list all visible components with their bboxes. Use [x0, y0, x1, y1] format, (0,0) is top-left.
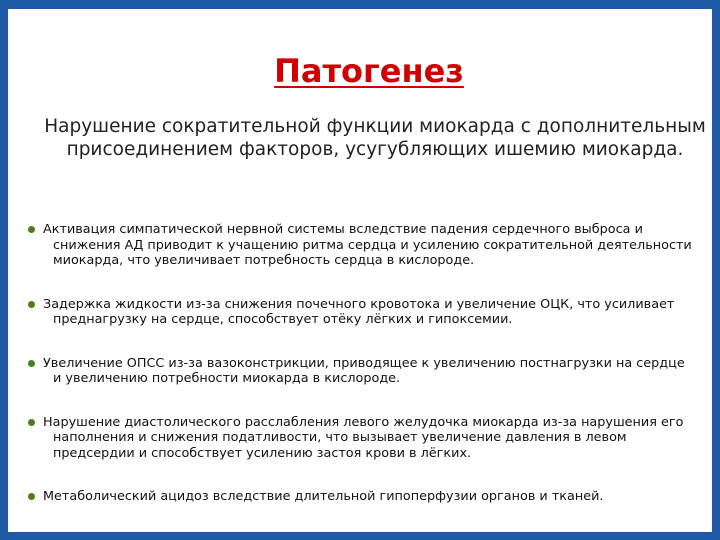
bullet-text: Активация симпатической нервной системы вследствие падения сердечного выброса и снижения АД приводит к учащению ритма сердца и усилению сократительной деятельности миокарда, что увеличивает потребность сердца в кислороде.	[43, 222, 692, 268]
bullet-dot-icon	[28, 360, 35, 367]
bullet-item	[28, 489, 692, 505]
bullet-text: Метаболический ацидоз вследствие длительной гипоперфузии органов и тканей.	[43, 489, 604, 504]
bullet-item	[28, 356, 692, 387]
bullet-dot-icon	[28, 419, 35, 426]
bullet-text: Нарушение диастолического расслабления левого желудочка миокарда из-за нарушения его наполнения и снижения податливости, что вызывает увеличение давления в левом предсердии и способствует усилению застоя крови в лёгких.	[43, 414, 684, 461]
bullet-item	[28, 297, 692, 328]
slide	[8, 9, 712, 532]
bullet-item	[28, 415, 692, 462]
slide-subtitle: Нарушение сократительной функции миокарда с дополнительным присоединением факторов, усугубляющих ишемию миокарда.	[44, 116, 706, 160]
bullet-text: Задержка жидкости из-за снижения почечного кровотока и увеличение ОЦК, что усиливает преднагрузку на сердце, способствует отёку лёгких и гипоксемии.	[43, 296, 675, 327]
bullet-list	[28, 222, 692, 505]
bullet-text: Увеличение ОПСС из-за вазоконстрикции, приводящее к увеличению постнагрузки на сердце и увеличению потребности миокарда в кислороде.	[43, 355, 685, 386]
bullet-dot-icon	[28, 301, 35, 308]
bullet-dot-icon	[28, 226, 35, 233]
bullet-item	[28, 222, 692, 269]
bullet-dot-icon	[28, 493, 35, 500]
slide-title: Патогенез	[274, 52, 464, 90]
